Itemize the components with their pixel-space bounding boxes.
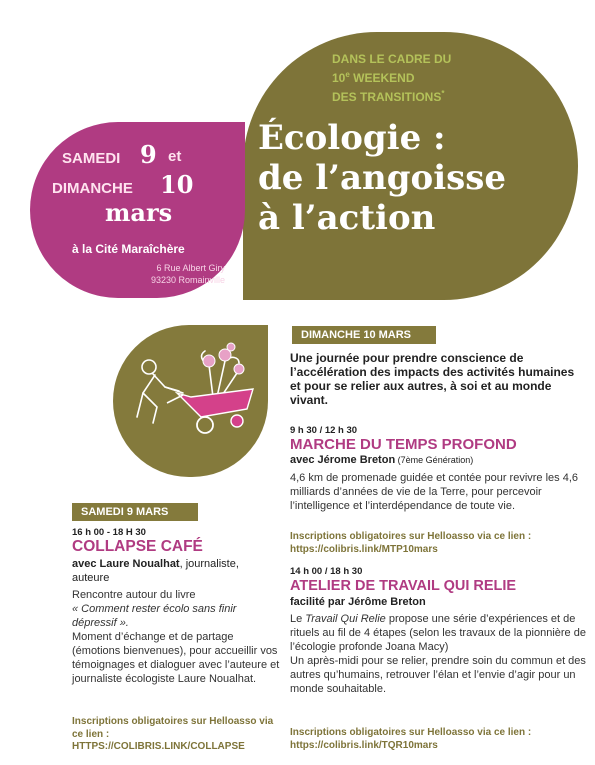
samedi-label: SAMEDI (62, 150, 121, 167)
collapse-host: avec Laure Noualhat, journaliste, auteure (72, 558, 239, 584)
event-context: DANS LE CADRE DU 10e WEEKEND DES TRANSITIONS* (332, 52, 452, 104)
atelier-registration: Inscriptions obligatoires sur Helloasso via ce lien : https://colibris.link/TQR10mars (290, 727, 580, 752)
collapse-registration: Inscriptions obligatoires sur Helloasso via ce lien : HTTPS://COLIBRIS.LINK/COLLAPSE (72, 716, 277, 754)
wheelbarrow-illustration (113, 325, 268, 477)
marche-host: avec Jérome Breton (7ème Génération) (290, 454, 474, 466)
day-ten: 10 (160, 170, 194, 199)
marche-title: MARCHE DU TEMPS PROFOND (290, 436, 517, 453)
atelier-time: 14 h 00 / 18 h 30 (290, 566, 363, 577)
venue-name: à la Cité Maraîchère (72, 242, 185, 256)
atelier-link[interactable]: https://colibris.link/TQR10mars (290, 739, 438, 751)
venue-address: 6 Rue Albert Giry 93230 Romainville (150, 263, 225, 285)
month-label: mars (105, 198, 173, 227)
collapse-time: 16 h 00 - 18 H 30 (72, 527, 146, 538)
page-title: Écologie : de l’angoisse à l’action (258, 118, 507, 238)
marche-time: 9 h 30 / 12 h 30 (290, 425, 358, 436)
marche-description: 4,6 km de promenade guidée et contée pour revivre les 4,6 milliards d’années de vie de la Terre, pour percevoir l’intelligence et l’interdépendance de toute vie. (290, 472, 579, 512)
atelier-host: facilité par Jérôme Breton (290, 596, 426, 608)
dimanche-intro: Une journée pour prendre conscience de l’accélération des impacts des activités humaines et pour se relier aux autres, à soi et au monde vivant. (290, 351, 575, 407)
dimanche-section-label: DIMANCHE 10 MARS (292, 326, 436, 344)
atelier-title: ATELIER DE TRAVAIL QUI RELIE (290, 578, 517, 594)
atelier-description: Le Travail Qui Relie propose une série d’expériences et de rituels au fil de 4 étapes (selon les travaux de la pionnière de l’écologie profonde Joana Macy) Un après-midi pour se relier, prendre soin du commun et des autres qu’humains, retrouver l’élan et l’envie d’agir pour un monde souhaitable. (290, 613, 586, 695)
et-label: et (168, 148, 182, 165)
collapse-description: Rencontre autour du livre « Comment rester écolo sans finir dépressif ». Moment d’échange et de partage (émotions bienvenues), pour accueillir vos témoignages et dialoguer avec l’auteure et journaliste écologiste Laure Noualhat. (72, 589, 280, 685)
marche-link[interactable]: https://colibris.link/MTP10mars (290, 543, 438, 555)
samedi-section-label: SAMEDI 9 MARS (72, 503, 198, 521)
dimanche-label: DIMANCHE (52, 180, 133, 197)
collapse-link[interactable]: HTTPS://COLIBRIS.LINK/COLLAPSE (72, 741, 245, 752)
collapse-title: COLLAPSE CAFÉ (72, 538, 203, 555)
day-nine: 9 (140, 140, 157, 169)
marche-registration: Inscriptions obligatoires sur Helloasso via ce lien : https://colibris.link/MTP10mars (290, 531, 580, 556)
